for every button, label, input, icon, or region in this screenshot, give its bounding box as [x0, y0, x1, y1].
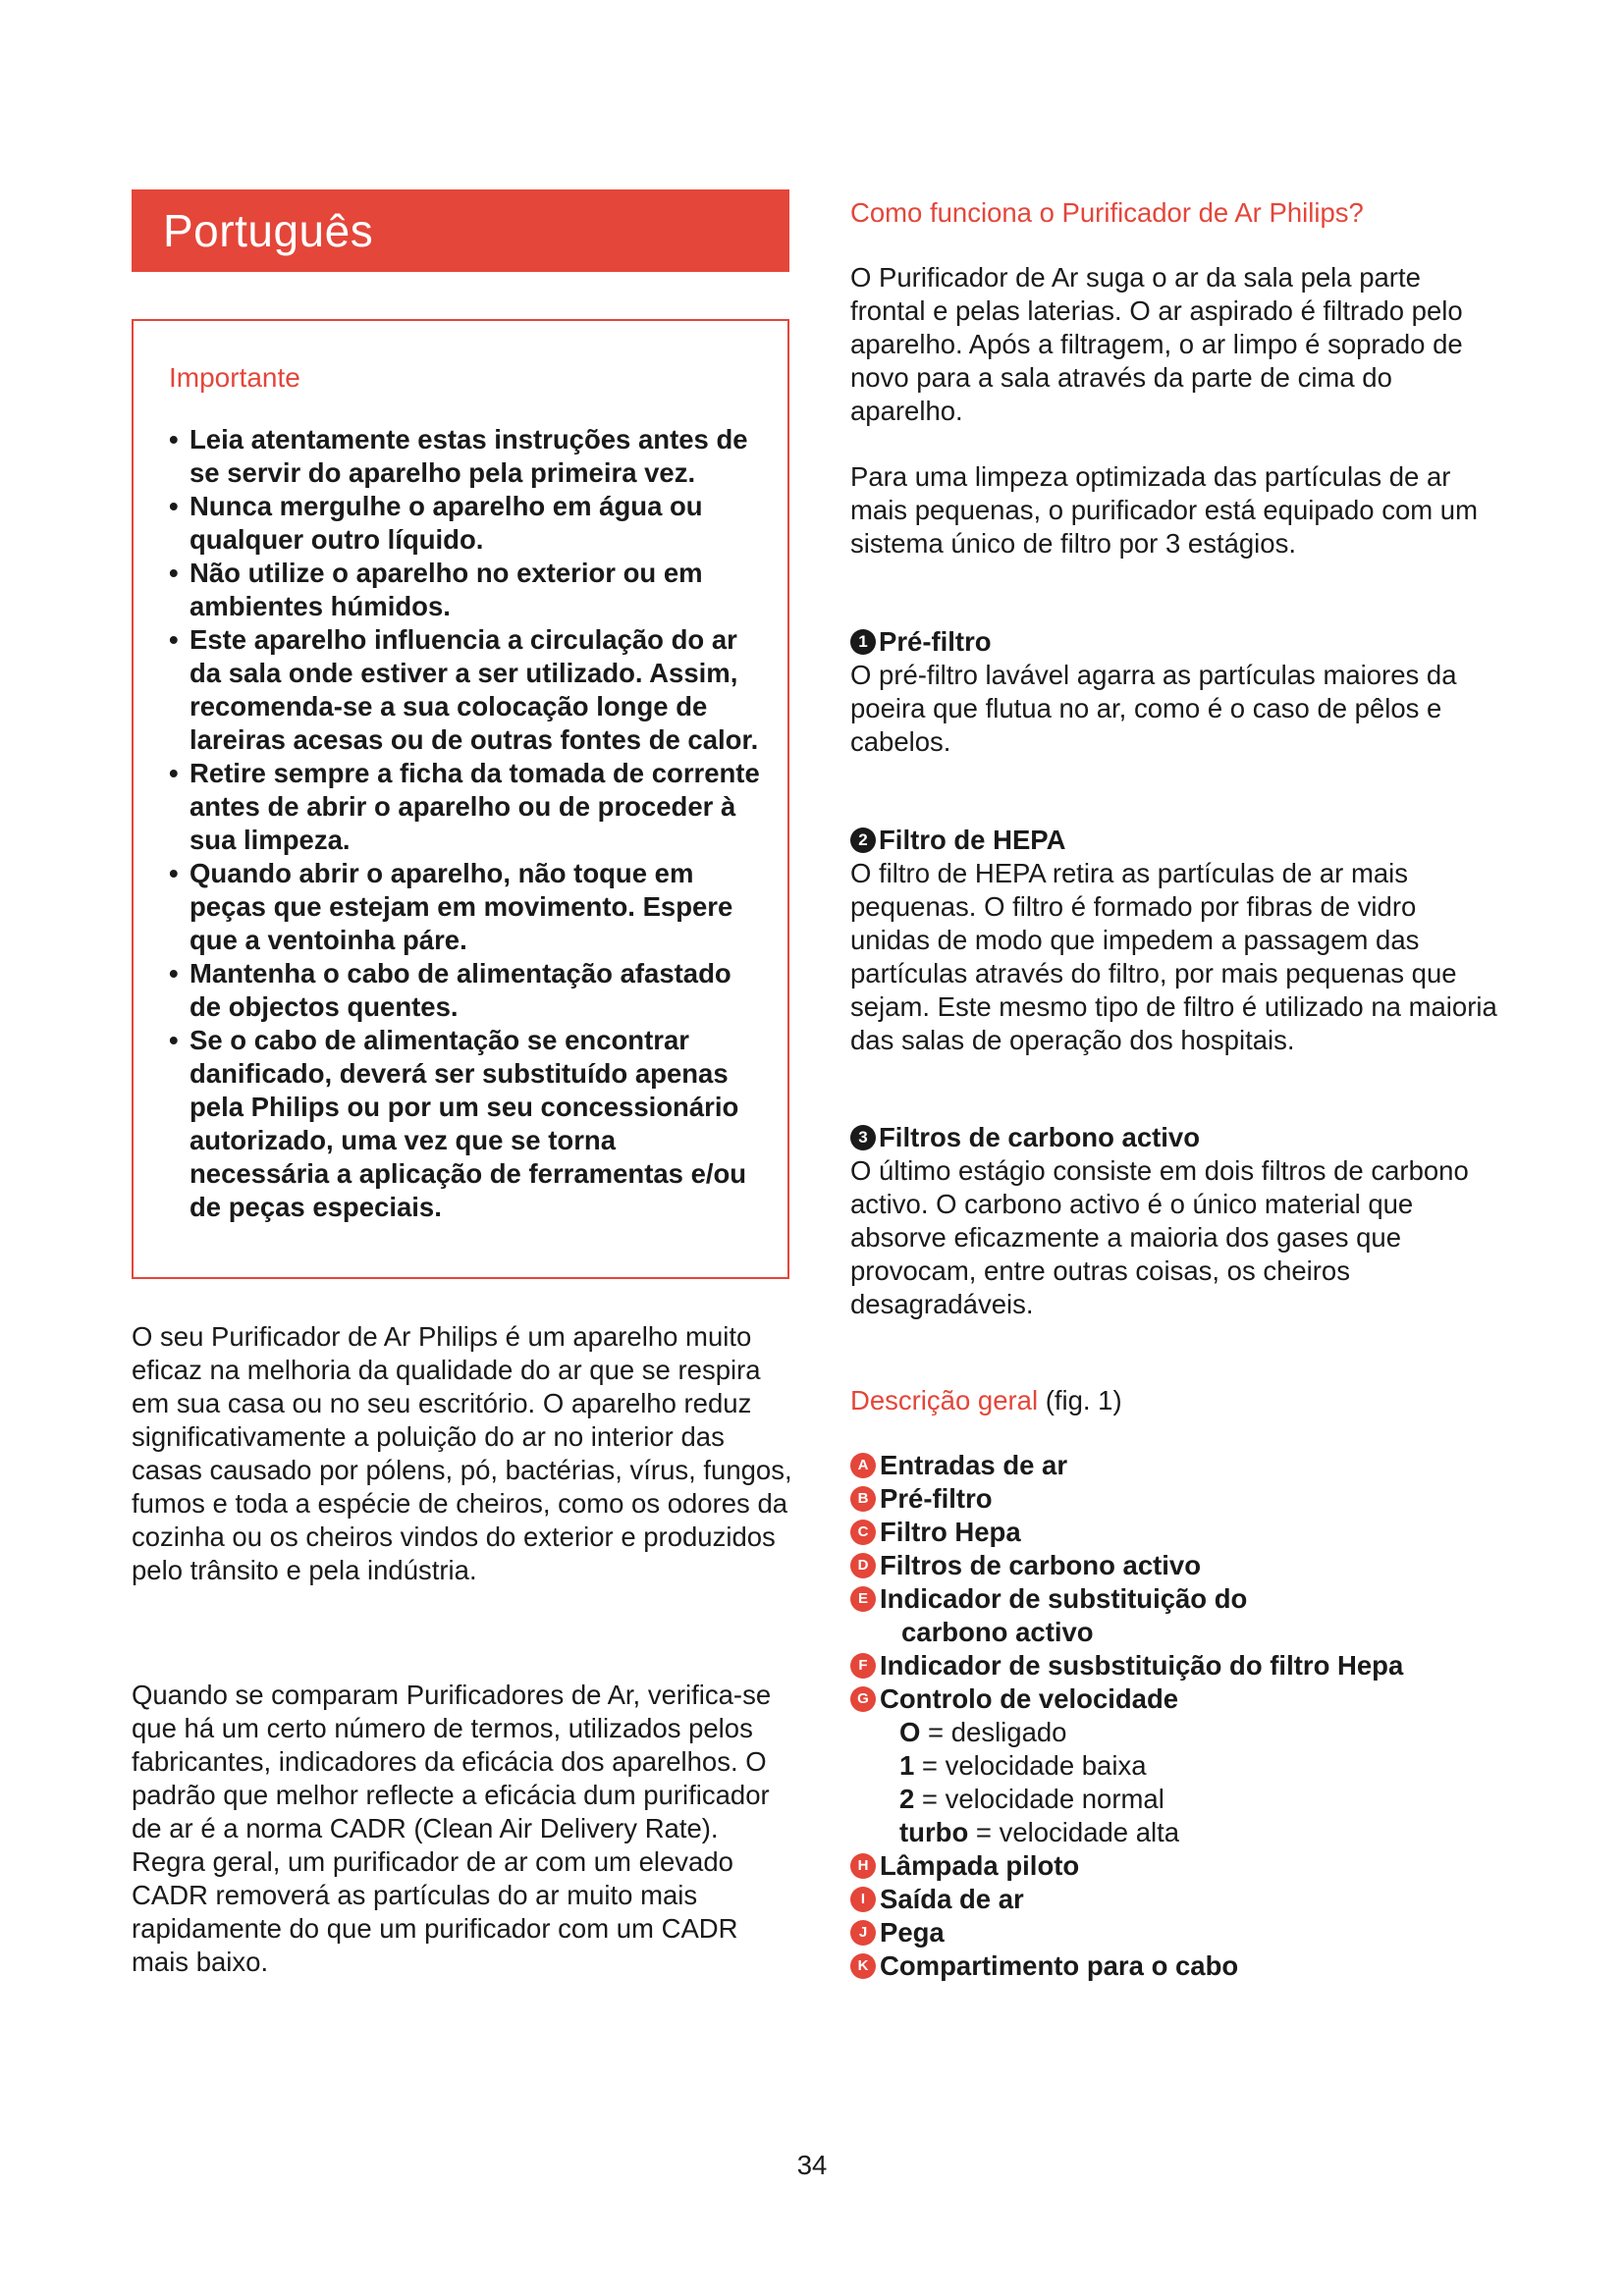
stage-title: Pré-filtro [879, 626, 992, 657]
figure-reference: (fig. 1) [1045, 1385, 1122, 1415]
part-item: J Pega [850, 1916, 1498, 1949]
part-item: K Compartimento para o cabo [850, 1949, 1498, 1983]
speed-item: turbo = velocidade alta [899, 1817, 1180, 1847]
number-3-icon: 3 [850, 1125, 876, 1150]
speed-item: 2 = velocidade normal [899, 1784, 1164, 1814]
warning-list [169, 423, 762, 1224]
part-item: I Saída de ar [850, 1883, 1498, 1916]
stage-carbon [850, 1121, 1498, 1321]
stage-title: Filtro de HEPA [879, 825, 1066, 855]
letter-b-icon: B [850, 1486, 876, 1512]
stage-text: O último estágio consiste em dois filtros de carbono activo. O carbono activo é o único material que absorve eficazmente a maioria dos gases que provocam, entre outras coisas, os cheiros desagradáveis. [850, 1155, 1469, 1319]
stage-text: O pré-filtro lavável agarra as partículas maiores da poeira que flutua no ar, como é o caso de pêlos e cabelos. [850, 660, 1457, 757]
letter-c-icon: C [850, 1520, 876, 1545]
part-item: E Indicador de substituição do carbono activo [850, 1582, 1498, 1649]
stage-hepa [850, 824, 1498, 1057]
letter-d-icon: D [850, 1553, 876, 1578]
warning-item: • Nunca mergulhe o aparelho em água ou qualquer outro líquido. [169, 491, 703, 555]
letter-h-icon: H [850, 1853, 876, 1879]
letter-e-icon: E [850, 1586, 876, 1612]
warning-item: • Este aparelho influencia a circulação do ar da sala onde estiver a ser utilizado. Assim, recomenda-se a sua colocação longe de lareiras acesas ou de outras fontes de calor. [169, 624, 759, 755]
stage-prefilter [850, 625, 1498, 759]
stage-title: Filtros de carbono activo [879, 1122, 1201, 1152]
number-2-icon: 2 [850, 828, 876, 853]
letter-f-icon: F [850, 1653, 876, 1679]
how-it-works-paragraph-2: Para uma limpeza optimizada das partículas de ar mais pequenas, o purificador está equipado com um sistema único de filtro por 3 estágios. [850, 461, 1478, 559]
letter-k-icon: K [850, 1953, 876, 1979]
part-item: D Filtros de carbono activo [850, 1549, 1498, 1582]
letter-i-icon: I [850, 1887, 876, 1912]
page-number: 34 [796, 2150, 828, 2180]
part-item: F Indicador de susbstituição do filtro Hepa [850, 1649, 1498, 1682]
general-description-heading: Descrição geral [850, 1385, 1039, 1415]
part-item: G Controlo de velocidade [850, 1682, 1498, 1716]
important-title: Importante [169, 362, 300, 393]
general-description-heading-row [850, 1384, 1498, 1417]
letter-a-icon: A [850, 1453, 876, 1478]
part-item: A Entradas de ar [850, 1449, 1498, 1482]
important-box [132, 319, 789, 1279]
warning-item: • Leia atentamente estas instruções antes de se servir do aparelho pela primeira vez. [169, 424, 748, 488]
language-title: Português [163, 205, 374, 256]
part-item: B Pré-filtro [850, 1482, 1498, 1516]
warning-item: • Se o cabo de alimentação se encontrar danificado, deverá ser substituído apenas pela Philips ou por um seu concessionário autorizado, uma vez que se torna necessária a aplicação de ferramentas e/ou de peças especiais. [169, 1025, 747, 1222]
part-item: H Lâmpada piloto [850, 1849, 1498, 1883]
language-banner [132, 189, 789, 272]
letter-j-icon: J [850, 1920, 876, 1946]
how-it-works-section [850, 196, 1498, 230]
speed-item: O = desligado [899, 1717, 1067, 1747]
number-1-icon: 1 [850, 629, 876, 655]
parts-list [850, 1449, 1498, 1983]
cadr-paragraph: Quando se comparam Purificadores de Ar, verifica-se que há um certo número de termos, utilizados pelos fabricantes, indicadores da eficácia dos aparelhos. O padrão que melhor reflecte a eficácia dum purificador de ar é a norma CADR (Clean Air Delivery Rate). Regra geral, um purificador de ar com um elevado CADR removerá as partículas do ar muito mais rapidamente do que um purificador com um CADR mais baixo. [132, 1680, 772, 1977]
stage-text: O filtro de HEPA retira as partículas de ar mais pequenas. O filtro é formado por fibras de vidro unidas de modo que impedem a passagem das partículas através do filtro, por mais pequenas que sejam. Este mesmo tipo de filtro é utilizado na maioria das salas de operação dos hospitais. [850, 858, 1497, 1055]
how-it-works-paragraph-1: O Purificador de Ar suga o ar da sala pela parte frontal e pelas laterias. O ar aspirado é filtrado pelo aparelho. Após a filtragem, o ar limpo é soprado de novo para a sala através da parte de cima do aparelho. [850, 262, 1463, 426]
intro-paragraph: O seu Purificador de Ar Philips é um aparelho muito eficaz na melhoria da qualidade do ar que se respira em sua casa ou no seu escritório. O aparelho reduz significativamente a poluição do ar no interior das casas causado por pólens, pó, bactérias, vírus, fungos, fumos e toda a espécie de cheiros, como os odores da cozinha ou os cheiros vindos do exterior e produzidos pelo trânsito e pela indústria. [132, 1321, 792, 1585]
how-it-works-heading: Como funciona o Purificador de Ar Philips? [850, 197, 1364, 228]
warning-item: • Retire sempre a ficha da tomada de corrente antes de abrir o aparelho ou de proceder à sua limpeza. [169, 758, 760, 855]
speed-item: 1 = velocidade baixa [899, 1750, 1147, 1781]
letter-g-icon: G [850, 1686, 876, 1712]
speed-list [850, 1716, 1498, 1849]
warning-item: • Mantenha o cabo de alimentação afastado de objectos quentes. [169, 958, 731, 1022]
warning-item: • Quando abrir o aparelho, não toque em peças que estejam em movimento. Espere que a ventoinha páre. [169, 858, 733, 955]
part-item: C Filtro Hepa [850, 1516, 1498, 1549]
warning-item: • Não utilize o aparelho no exterior ou em ambientes húmidos. [169, 558, 703, 621]
